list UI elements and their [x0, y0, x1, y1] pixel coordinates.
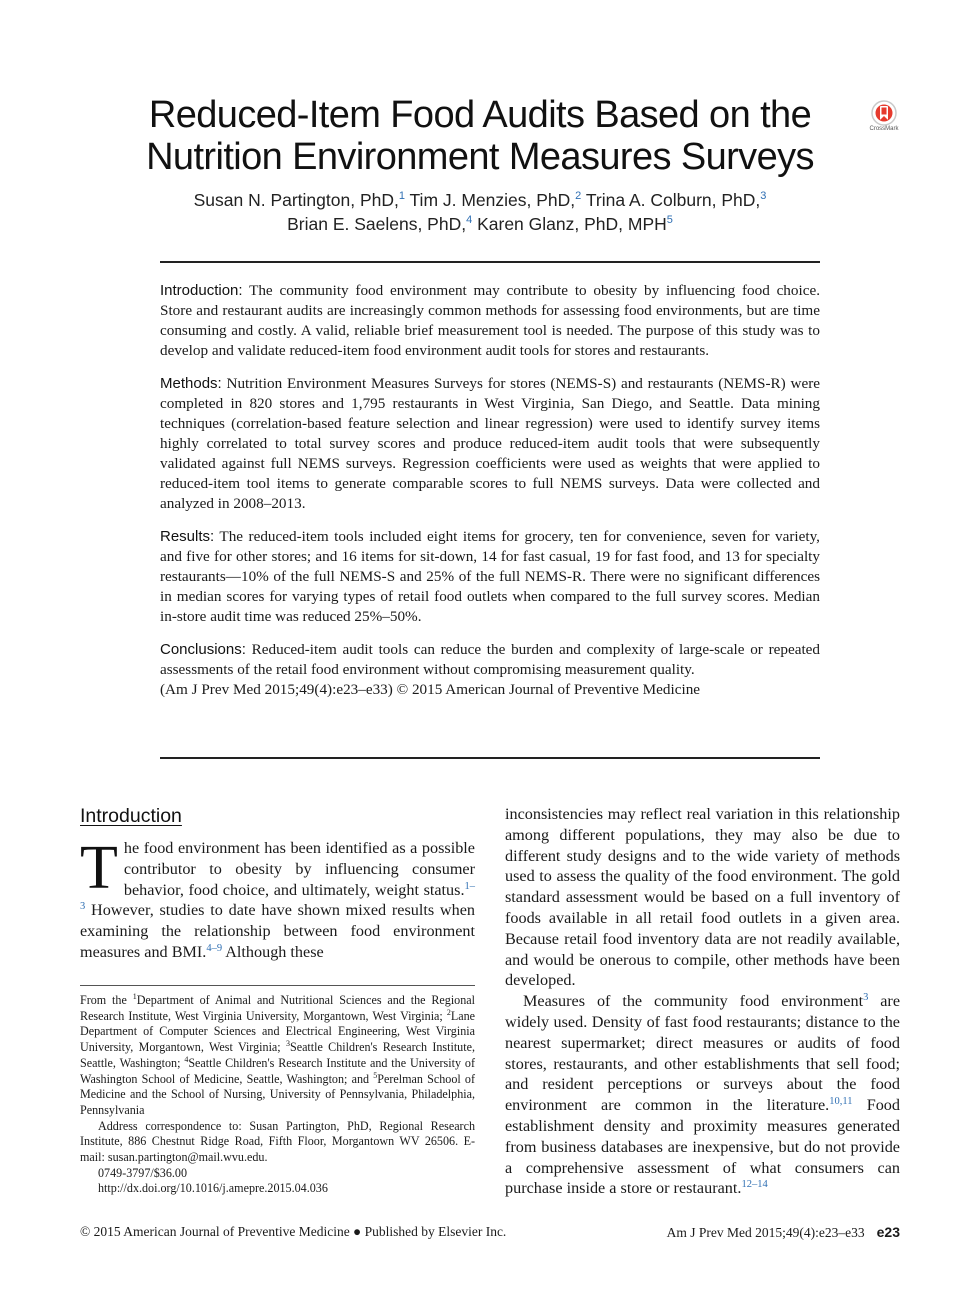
- doi-link[interactable]: http://dx.doi.org/10.1016/j.amepre.2015.04.036: [98, 1181, 328, 1196]
- footnote-text: Perelman School of Medicine and the School of Nursing, University of Pennsylvania, Philadelphia, Pennsylvania: [80, 1071, 476, 1117]
- abstract-conclusions: [160, 640, 820, 700]
- citation-link[interactable]: 4–9: [206, 942, 223, 954]
- author-name: Karen Glanz, PhD, MPH: [477, 214, 667, 234]
- footer-journal-info: [667, 1222, 900, 1243]
- citation-link[interactable]: 10,11: [829, 1096, 853, 1108]
- footnote-text: Seattle Children's Research Institute and the University of Washington School of Medicine, Seattle, Washington; and: [80, 1055, 475, 1086]
- author-name: Tim J. Menzies, PhD,: [409, 190, 576, 210]
- paragraph-text: Although these: [222, 942, 324, 961]
- author-name: Trina A. Colburn, PhD,: [585, 190, 761, 210]
- affiliation-marker: 3: [760, 190, 767, 202]
- affiliation-marker: 4: [466, 214, 473, 226]
- crossmark-label: CrossMark: [869, 126, 899, 132]
- paragraph-text: However, studies to date have shown mixed results when examining the relationship between food environment measures and BMI.: [80, 901, 475, 961]
- affiliation-marker: 5: [666, 214, 673, 226]
- abstract: [160, 281, 820, 713]
- article-title: Reduced-Item Food Audits Based on the Nutrition Environment Measures Surveys: [146, 94, 814, 178]
- correspondence-footnote: Address correspondence to: Susan Partington, PhD, Regional Research Institute, 886 Chestnut Ridge Road, Fifth Floor, Morgantown WV 26506. E-mail: susan.partington@mail.wvu.edu.: [80, 1118, 475, 1165]
- footnote-text: Seattle Children's Research Institute, Seattle, Washington;: [80, 1040, 475, 1070]
- introduction-paragraph-1-continued: inconsistencies may reflect real variation in this relationship among different populations, they may also be due to different study designs and to the wide variety of methods used to assess the quality of the food environment. The gold standard assessment would be based on a full inventory of foods available in all retail food outlets in a given area. Because retail food inventory data are not readily available, and would be onerous to compile, other methods have been developed.: [505, 805, 900, 990]
- footnote-rule: [80, 985, 475, 986]
- abstract-introduction: [160, 281, 820, 361]
- paragraph-text: Measures of the community food environment: [523, 992, 864, 1011]
- author-name: Brian E. Saelens, PhD,: [287, 214, 467, 234]
- author-line-2: [120, 212, 840, 236]
- affiliation-marker: 5: [373, 1070, 378, 1080]
- crossmark-badge[interactable]: [866, 100, 902, 133]
- footer-copyright: © 2015 American Journal of Preventive Medicine ● Published by Elsevier Inc.: [80, 1224, 507, 1239]
- affiliation-marker: 4: [184, 1054, 189, 1064]
- paragraph-text: are widely used. Density of fast food restaurants; distance to the nearest supermarket; direct measures or audits of food stores, restaurants, and other establishments that sell food; and resident perceptions or surveys about the food environment are common in the literature.: [505, 992, 900, 1115]
- abstract-results: [160, 527, 820, 627]
- abstract-conclusions-text: Reduced-item audit tools can reduce the burden and complexity of large-scale or repeated assessments of the retail food environment without compromising measurement quality.: [160, 641, 820, 678]
- abstract-introduction-label: Introduction:: [160, 282, 243, 299]
- affiliations-footnote: [80, 993, 475, 1119]
- abstract-methods-text: Nutrition Environment Measures Surveys for stores (NEMS-S) and restaurants (NEMS-R) were completed in 820 stores and 1,795 restaurants in West Virginia, San Diego, and Seattle. Data mining techniques (correlation-based feature selection and linear regression) were used to identify survey items highly correlated to total survey scores and produce reduced-item audit tools that were subsequently validated against full NEMS surveys. Regression coefficients were used as weights that were applied to reduced-item tool items to generate comparable scores to full NEMS surveys. Data were collected and analyzed in 2008–2013.: [160, 375, 821, 512]
- paragraph-text: he food environment has been identified as a possible contributor to obesity by influencing consumer behavior, food choice, and ultimately, weight status.: [123, 839, 475, 899]
- author-list: [120, 188, 840, 236]
- author-name: Susan N. Partington, PhD,: [193, 190, 399, 210]
- citation-link[interactable]: 3: [863, 992, 869, 1004]
- body-column-left: [80, 804, 475, 963]
- abstract-results-label: Results:: [160, 528, 215, 545]
- introduction-paragraph-2: [505, 991, 900, 1199]
- affiliation-marker: 1: [132, 992, 137, 1001]
- author-line-1: [120, 188, 840, 212]
- citation-link[interactable]: 1–3: [80, 880, 475, 913]
- abstract-bottom-rule: [160, 757, 820, 759]
- paragraph-text: Food establishment density and proximity measures generated from business databases are inexpensive, but do not provide a comprehensive assessment of what consumers can purchase inside a store or restaurant.: [505, 1096, 900, 1198]
- affiliation-marker: 2: [575, 190, 582, 202]
- abstract-introduction-text: The community food environment may contribute to obesity by influencing food choice. Store and restaurant audits are increasingly common methods for assessing food environments, but are time consuming and costly. A valid, reliable brief measurement tool is needed. The purpose of this study was to develop and validate reduced-item food environment audit tools for stores and restaurants.: [160, 282, 820, 359]
- section-heading-introduction: Introduction: [80, 805, 182, 827]
- drop-cap: T: [80, 834, 118, 902]
- footnote-text: Lane Department of Computer Sciences and Electrical Engineering, West Virginia University, Morgantown, West Virginia;: [80, 1008, 475, 1055]
- abstract-methods: [160, 374, 820, 514]
- footer-journal-citation: Am J Prev Med 2015;49(4):e23–e33: [666, 1225, 865, 1240]
- abstract-methods-label: Methods:: [160, 375, 222, 392]
- abstract-results-text: The reduced-item tools included eight items for grocery, ten for convenience, seven for variety, and five for other stores; and 16 items for sit-down, 14 for fast casual, 19 for fast food, and 13 for specialty restaurants—10% of the full NEMS-S and 25% of the full NEMS-R. There were no significant differences in median scores for varying types of retail food outlets when compared to the full survey scores. Median in-store audit time was reduced 25%–50%.: [160, 528, 820, 625]
- introduction-paragraph-1: [80, 834, 475, 963]
- abstract-conclusions-label: Conclusions:: [160, 641, 246, 658]
- affiliation-marker: 2: [446, 1007, 451, 1017]
- page-number: e23: [876, 1224, 900, 1240]
- abstract-top-rule: [160, 261, 820, 263]
- footnotes: [80, 993, 475, 1197]
- abstract-citation: (Am J Prev Med 2015;49(4):e23–e33) © 2015 American Journal of Preventive Medicine: [160, 681, 701, 698]
- affiliation-marker: 3: [285, 1039, 290, 1049]
- crossmark-icon: [871, 100, 897, 126]
- footnote-text: Department of Animal and Nutritional Sciences and the Regional Research Institute, West Virginia University, Morgantown, West Virginia;: [80, 993, 475, 1023]
- affiliation-marker: 1: [398, 190, 405, 202]
- issn-footnote: 0749-3797/$36.00: [98, 1165, 188, 1180]
- footnote-text: From the: [80, 993, 133, 1007]
- citation-link[interactable]: 12–14: [741, 1179, 768, 1191]
- body-column-right: [505, 804, 900, 1199]
- page-footer: [80, 1222, 900, 1242]
